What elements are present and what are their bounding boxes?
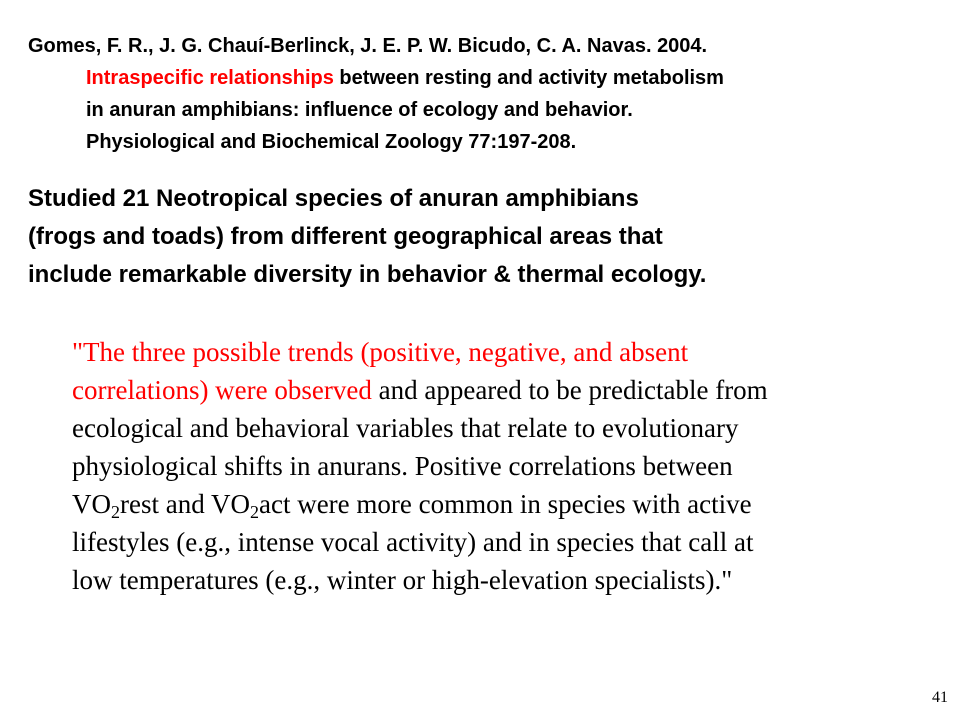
quote-line-5 [72,485,932,523]
citation-title-highlight: Intraspecific relationships [86,67,334,89]
vo2-rest-subscript: 2 [111,502,120,522]
vo2-rest-label: VO [72,489,111,519]
study-summary [28,180,948,294]
citation-authors: Gomes, F. R., J. G. Chauí-Berlinck, J. E. P. W. Bicudo, C. A. Navas. 2004. [28,35,708,57]
quote-line-6: lifestyles (e.g., intense vocal activity) and in species that call at [72,527,754,557]
quote-line-1: "The three possible trends (positive, negative, and absent [72,337,689,367]
quoted-passage [72,333,932,599]
citation [28,30,948,158]
quote-line-2 [72,371,932,409]
vo2-act-subscript: 2 [249,502,259,522]
quote-line-3: ecological and behavioral variables that relate to evolutionary [72,413,739,443]
page-number: 41 [932,689,948,706]
citation-journal: Physiological and Biochemical Zoology 77:197-208. [86,131,577,153]
quote-line-2-highlight: correlations) were observed [72,375,372,405]
summary-line-2: (frogs and toads) from different geographical areas that [28,223,663,250]
quote-line-5-mid: rest and VO [120,489,250,519]
quote-line-5-rest: act were more common in species with active [258,489,752,519]
summary-line-1: Studied 21 Neotropical species of anuran amphibians [28,185,639,212]
citation-title-rest: between resting and activity metabolism [333,67,724,89]
quote-line-2-rest: and appeared to be predictable from [371,375,768,405]
summary-line-3: include remarkable diversity in behavior & thermal ecology. [28,261,707,288]
quote-line-7: low temperatures (e.g., winter or high-elevation specialists)." [72,565,733,595]
quote-line-4: physiological shifts in anurans. Positive correlations between [72,451,733,481]
citation-title-line-2: in anuran amphibians: influence of ecology and behavior. [86,99,633,121]
citation-title-line-1 [28,62,948,94]
